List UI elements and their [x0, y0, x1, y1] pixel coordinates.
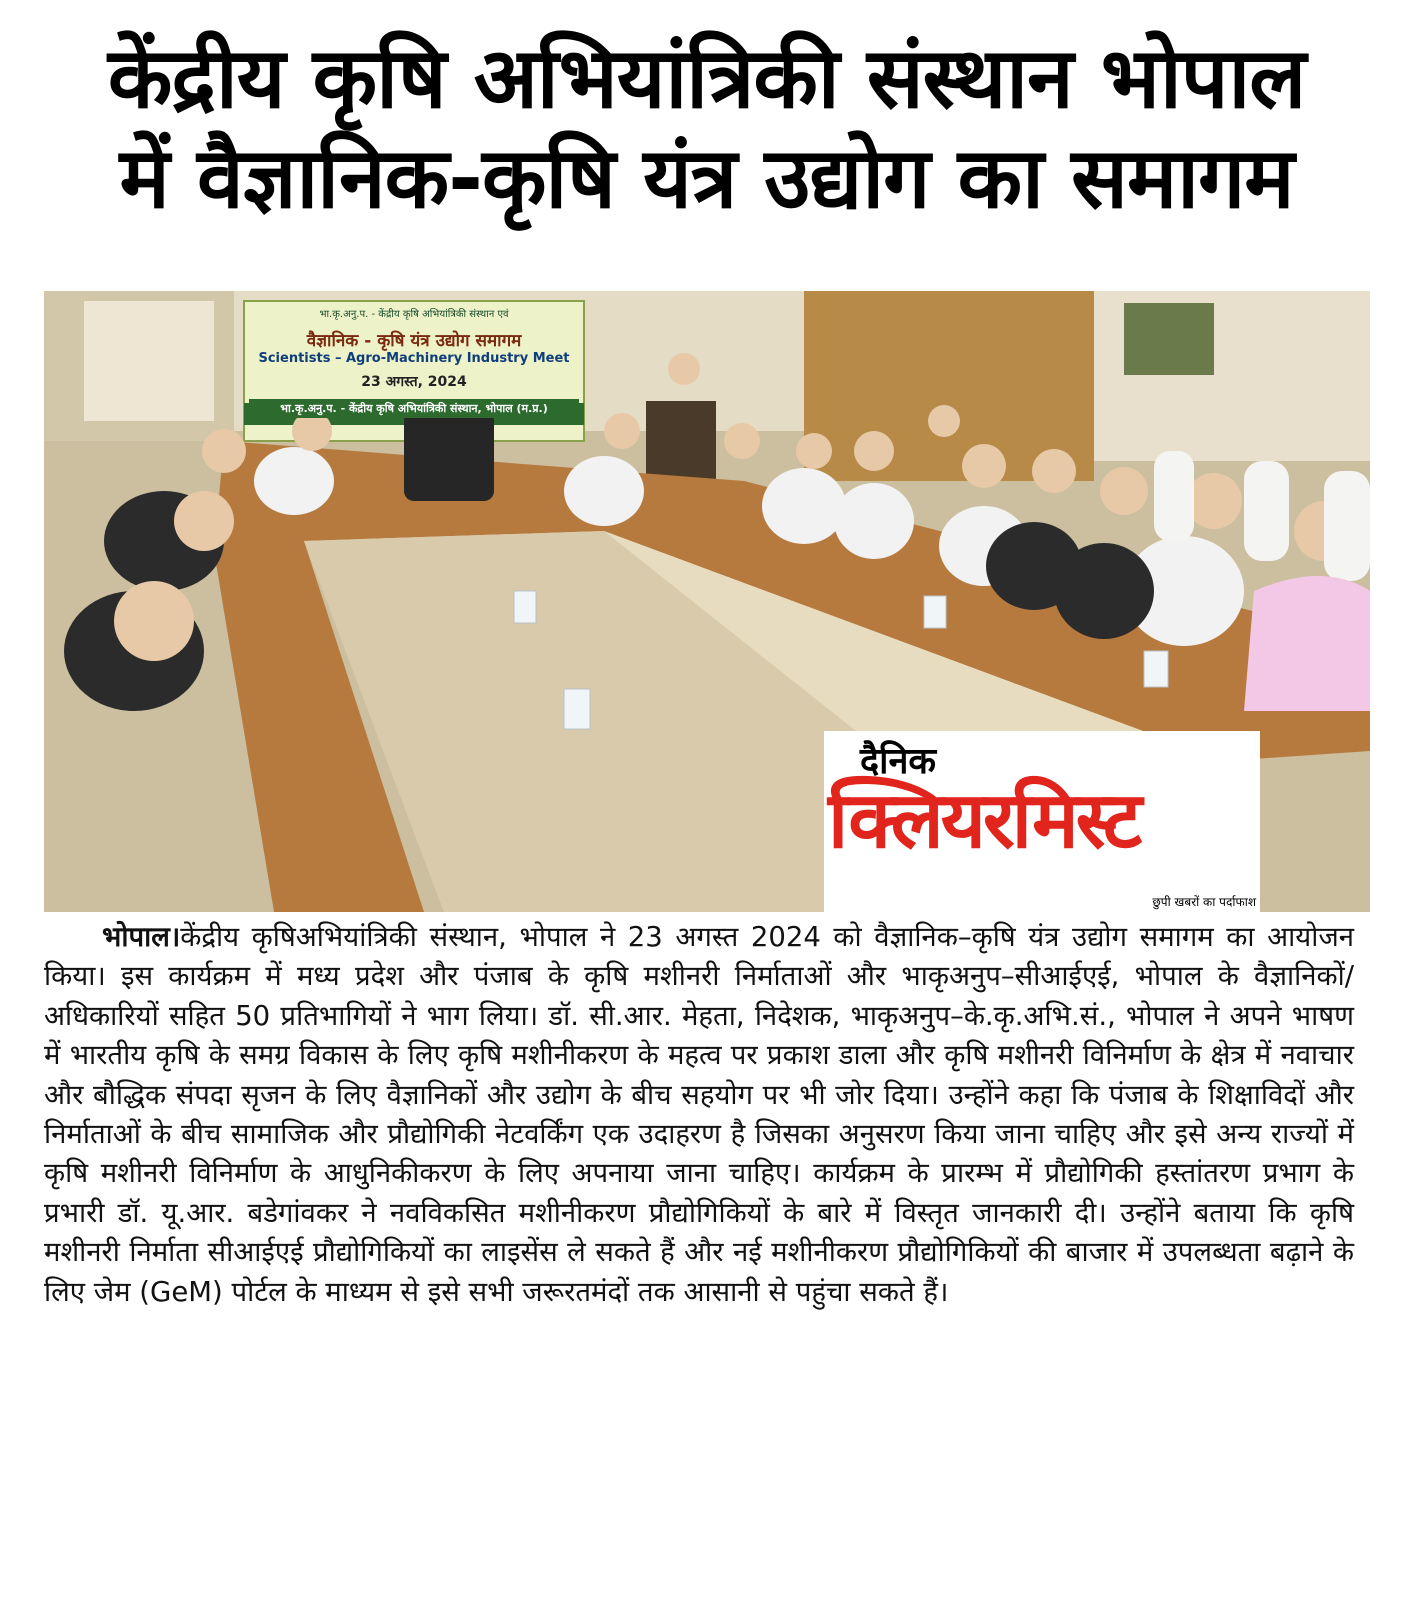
event-banner-line-3: Scientists – Agro-Machinery Industry Meet [258, 351, 570, 366]
newspaper-masthead [824, 731, 1260, 912]
event-banner-line-2: वैज्ञानिक - कृषि यंत्र उद्योग समागम [306, 331, 522, 351]
headline-line-2: में वैज्ञानिक-कृषि यंत्र उद्योग का समागम [119, 129, 1294, 227]
headline-line-1: केंद्रीय कृषि अभियांत्रिकी संस्थान भोपाल [107, 29, 1306, 127]
event-banner-footer: भा.कृ.अनु.प. - केंद्रीय कृषि अभियांत्रिकी संस्थान, भोपाल (म.प्र.) [249, 399, 579, 418]
masthead-daily: दैनिक [860, 741, 937, 782]
masthead-tagline: छुपी खबरों का पर्दाफाश [1152, 895, 1256, 909]
event-banner [249, 308, 579, 418]
article-body [44, 918, 1354, 1312]
article-text: केंद्रीय कृषिअभियांत्रिकी संस्थान, भोपाल ने 23 अगस्त 2024 को वैज्ञानिक–कृषि यंत्र उद्योग समागम का आयोजन किया। इस कार्यक्रम में मध्य प्रदेश और पंजाब के कृषि मशीनरी निर्माताओं और भाकृअनुप–सीआईएई, भोपाल के वैज्ञानिकों/अधिकारियों सहित 50 प्रतिभागियों ने भाग लिया। डॉ. सी.आर. मेहता, निदेशक, भाकृअनुप–के.कृ.अभि.सं., भोपाल ने अपने भाषण में भारतीय कृषि के समग्र विकास के लिए कृषि मशीनीकरण के महत्व पर प्रकाश डाला और कृषि मशीनरी विनिर्माण के क्षेत्र में नवाचार और बौद्धिक संपदा सृजन के लिए वैज्ञानिकों और उद्योग के बीच सहयोग पर भी जोर दिया। उन्होंने कहा कि पंजाब के शिक्षाविदों और निर्माताओं के बीच सामाजिक और प्रौद्योगिकी नेटवर्किंग एक उदाहरण है जिसका अनुसरण किया जाना चाहिए और इसे अन्य राज्यों में कृषि मशीनरी विनिर्माण के आधुनिकीकरण के लिए अपनाया जाना चाहिए। कार्यक्रम के प्रारम्भ में प्रौद्योगिकी हस्तांतरण प्रभाग के प्रभारी डॉ. यू.आर. बडेगांवकर ने नवविकसित मशीनीकरण प्रौद्योगिकियों के बारे में विस्तृत जानकारी दी। उन्होंने बताया कि कृषि मशीनरी निर्माता सीआईएई प्रौद्योगिकियों का लाइसेंस ले सकते हैं और नई मशीनीकरण प्रौद्योगिकियों की बाजार में उपलब्धता बढ़ाने के लिए जेम (GeM) पोर्टल के माध्यम से इसे सभी जरूरतमंदों तक आसानी से पहुंचा सकते हैं। [44, 921, 1354, 1308]
news-photo [44, 291, 1370, 912]
event-banner-line-1: भा.कृ.अनु.प. - केंद्रीय कृषि अभियांत्रिकी संस्थान एवं [319, 309, 509, 320]
masthead-name: क्लियरमिस्ट [828, 776, 1140, 866]
headline [40, 28, 1373, 228]
event-banner-date: 23 अगस्त, 2024 [361, 374, 467, 390]
article-dateline: भोपाल। [102, 921, 181, 953]
